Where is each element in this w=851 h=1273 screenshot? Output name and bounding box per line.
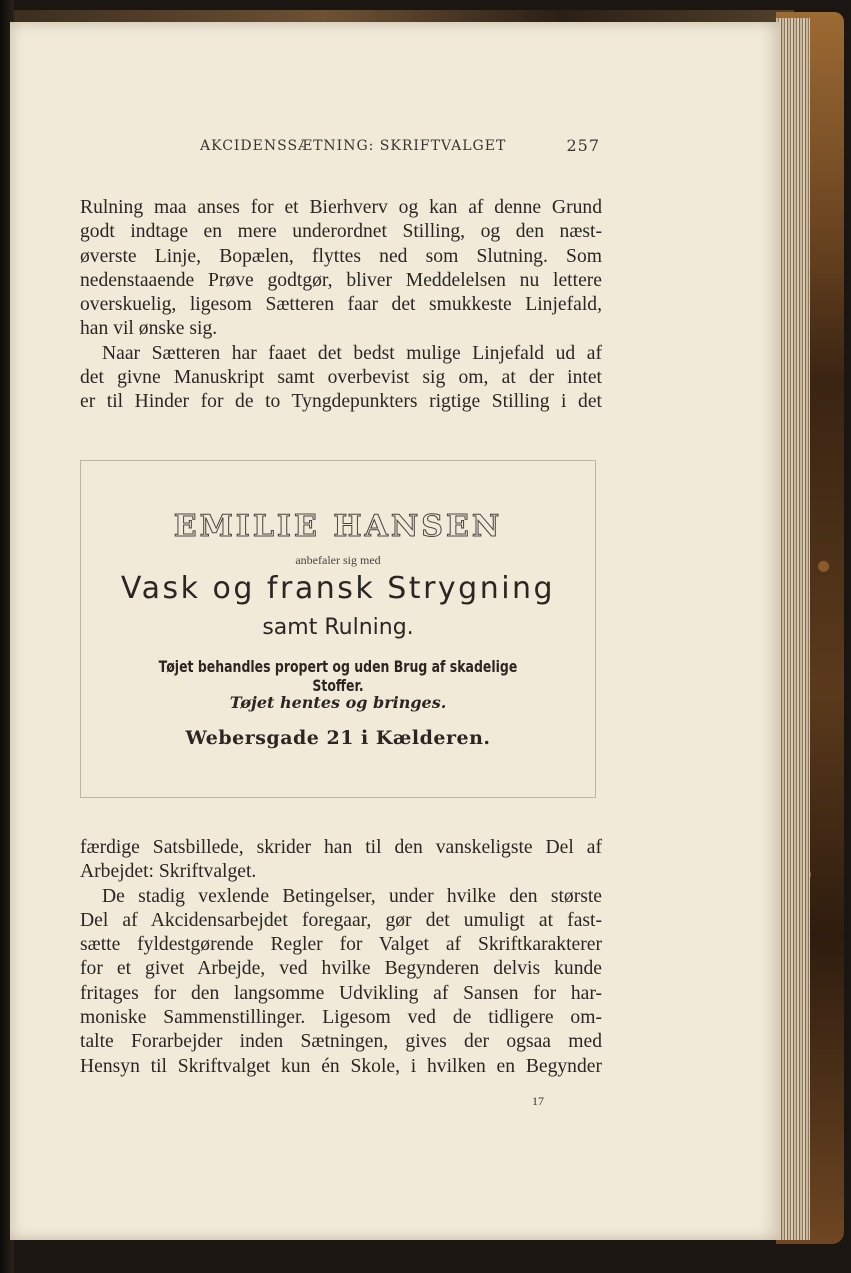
text-line: Del af Akcidensarbejdet foregaar, gør det umuligt at fast- bbox=[80, 909, 602, 931]
text-line: for et givet Arbejde, ved hvilke Begynderen delvis kunde bbox=[80, 958, 602, 980]
body-text-bottom bbox=[80, 836, 602, 1079]
ad-line-2: samt Rulning. bbox=[262, 615, 414, 640]
text-line: sætte fyldestgørende Regler for Valget af Skriftkarakterer bbox=[80, 934, 602, 956]
text-line: talte Forarbejder inden Sætningen, gives der ogsaa med bbox=[80, 1031, 602, 1053]
text-line: De stadig vexlende Betingelser, under hvilke den største bbox=[102, 885, 602, 907]
text-line: det givne Manuskript samt overbevist sig om, at der intet bbox=[80, 367, 602, 389]
signature-mark: 17 bbox=[532, 1094, 544, 1108]
paragraph bbox=[80, 836, 602, 885]
paragraph bbox=[80, 342, 602, 415]
body-text-top bbox=[80, 196, 602, 415]
ad-line-4: Tøjet hentes og bringes. bbox=[229, 693, 447, 712]
text-line: fritages for den langsomme Udvikling af Sansen for har- bbox=[80, 982, 602, 1004]
text-line: nedenstaaende Prøve godtgør, bliver Meddelelsen nu lettere bbox=[80, 269, 602, 291]
text-line: moniske Sammenstillinger. Ligesom ved de tidligere om- bbox=[80, 1007, 602, 1029]
ad-line-3: Tøjet behandles propert og uden Brug af skadelige Stoffer. bbox=[158, 657, 518, 695]
ad-subtitle: anbefaler sig med bbox=[295, 553, 381, 567]
text-line: Arbejdet: Skriftvalget. bbox=[80, 861, 257, 883]
running-title: AKCIDENSSÆTNING: SKRIFTVALGET bbox=[200, 138, 507, 154]
page-number: 257 bbox=[566, 136, 600, 155]
ad-address: Webersgade 21 i Kælderen. bbox=[185, 727, 491, 749]
text-line: Naar Sætteren har faaet det bedst mulige Linjefald ud af bbox=[102, 342, 602, 364]
text-line: Hensyn til Skriftvalget kun én Skole, i hvilken en Begynder bbox=[80, 1055, 602, 1077]
text-line: godt indtage en mere underordnet Stilling, og den næst- bbox=[80, 221, 602, 243]
paragraph bbox=[80, 885, 602, 1079]
running-header bbox=[190, 136, 600, 158]
text-line: Rulning maa anses for et Bierhverv og kan af denne Grund bbox=[80, 197, 602, 218]
paragraph bbox=[80, 196, 602, 342]
text-line: øverste Linje, Bopælen, flyttes ned som Slutning. Som bbox=[80, 245, 602, 267]
advertisement-sample bbox=[80, 460, 596, 798]
text-line: overskuelig, ligesom Sætteren faar det smukkeste Linjefald, bbox=[80, 294, 602, 316]
ad-headline: Vask og fransk Strygning bbox=[120, 571, 556, 606]
page-edges bbox=[776, 18, 810, 1240]
text-line: han vil ønske sig. bbox=[80, 318, 218, 340]
ad-name: EMILIE HANSEN bbox=[173, 509, 503, 544]
text-line: færdige Satsbillede, skrider han til den vanskeligste Del af bbox=[80, 837, 602, 858]
text-line: er til Hinder for de to Tyngdepunkters rigtige Stilling i det bbox=[80, 391, 602, 413]
